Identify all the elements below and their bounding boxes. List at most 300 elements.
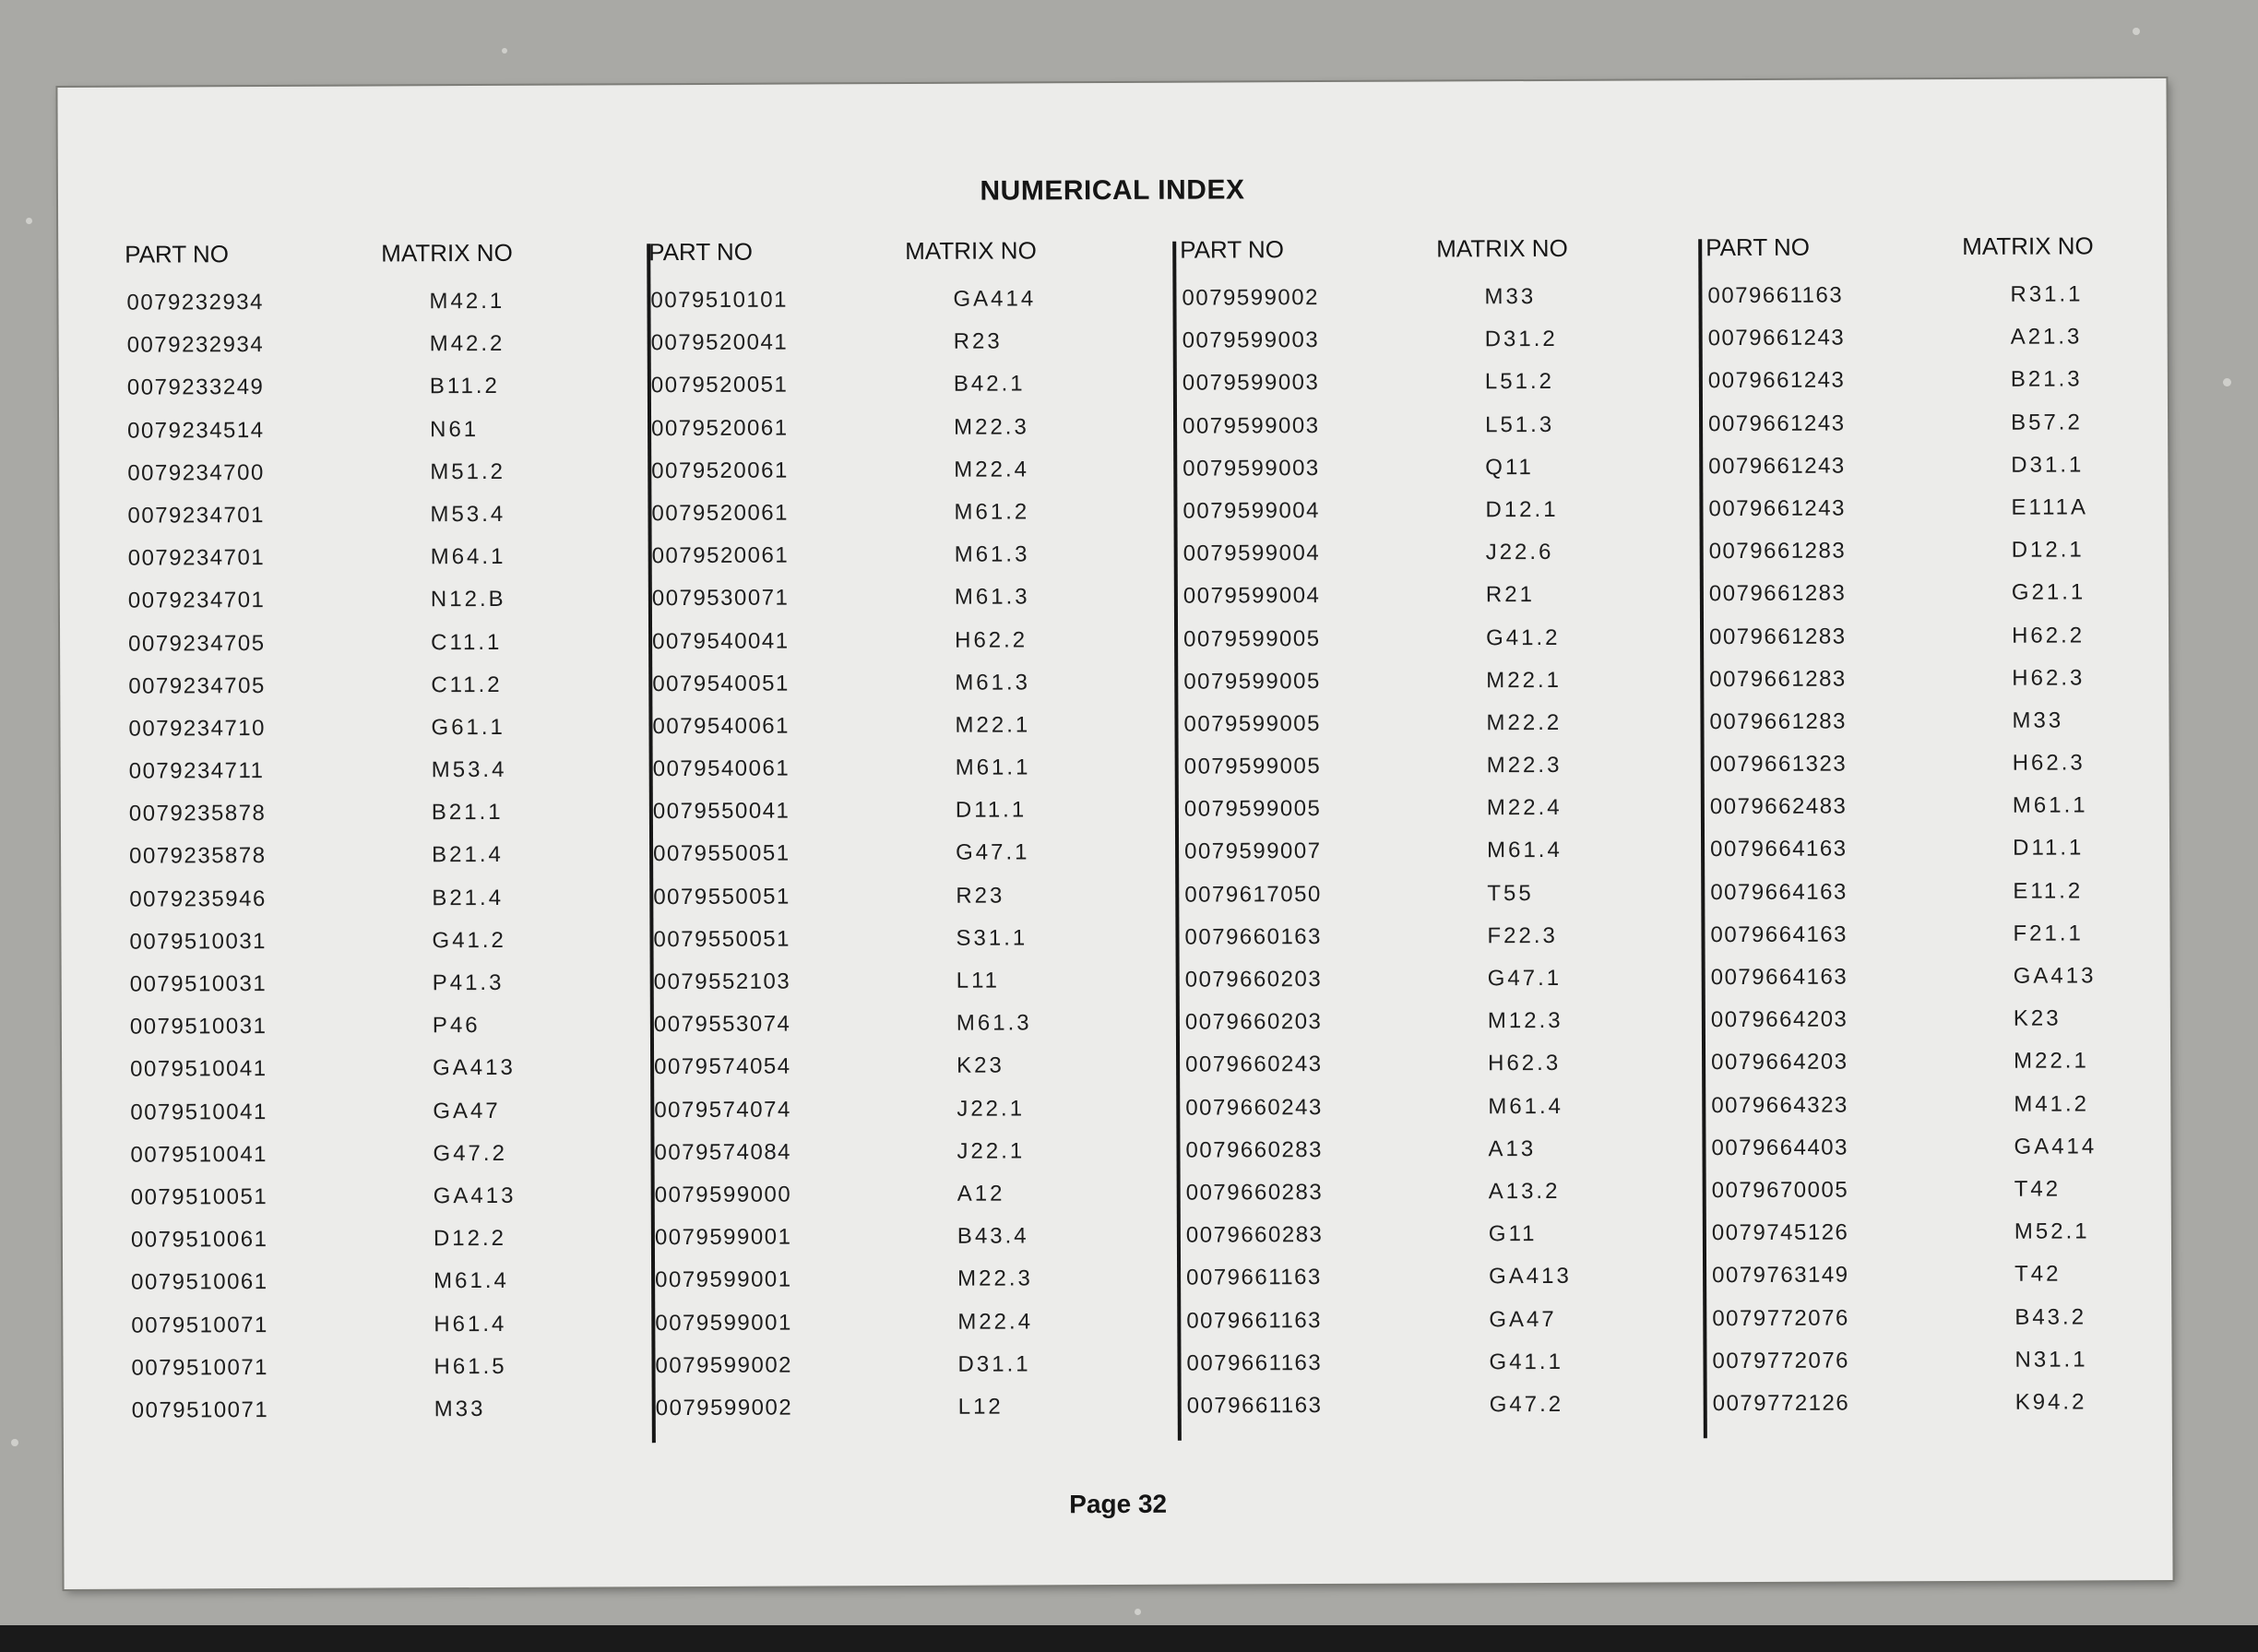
part-number-cell: 0079661163	[1186, 1349, 1323, 1376]
table-row	[126, 707, 615, 751]
matrix-number-cell: B42.1	[953, 371, 1026, 398]
part-number-cell: 0079550041	[652, 798, 790, 825]
matrix-number-cell: M53.4	[431, 756, 507, 783]
table-row	[652, 1131, 1141, 1175]
part-number-cell: 0079661243	[1707, 325, 1846, 351]
scan-bottom-edge	[0, 1625, 2258, 1652]
matrix-number-cell: R23	[953, 328, 1003, 354]
table-row	[1707, 700, 2196, 744]
backdrop-speck	[2133, 28, 2140, 35]
part-number-cell: 0079660163	[1184, 923, 1323, 950]
table-row	[651, 918, 1140, 962]
part-number-cell: 0079550051	[653, 926, 791, 952]
part-number-cell: 0079234711	[128, 758, 265, 784]
table-row	[651, 747, 1140, 791]
table-row	[1709, 956, 2198, 1000]
part-number-cell: 0079510051	[130, 1183, 268, 1210]
part-number-cell: 0079599007	[1184, 838, 1322, 865]
table-row	[653, 1173, 1142, 1218]
matrix-number-cell: G41.1	[1489, 1349, 1563, 1374]
table-row	[1182, 873, 1671, 917]
matrix-number-cell: T42	[2014, 1261, 2062, 1288]
part-number-cell: 0079660203	[1184, 967, 1323, 992]
part-number-cell: 0079599002	[655, 1395, 793, 1421]
table-row	[1182, 660, 1670, 704]
matrix-number-cell: H61.4	[434, 1311, 507, 1337]
part-number-cell: 0079661243	[1708, 453, 1846, 479]
table-row	[1708, 871, 2197, 915]
part-number-cell: 0079235946	[129, 885, 267, 912]
part-number-cell: 0079599003	[1182, 327, 1320, 353]
matrix-number-cell: M42.1	[429, 288, 505, 315]
column-header	[1180, 228, 1669, 267]
matrix-number-cell: M22.3	[954, 413, 1029, 440]
table-row	[1185, 1384, 1674, 1428]
matrix-number-cell: L51.3	[1485, 411, 1555, 437]
part-number-cell: 0079574074	[654, 1097, 791, 1123]
matrix-number-cell: J22.6	[1485, 540, 1554, 565]
matrix-number-cell: R23	[956, 883, 1005, 909]
table-row	[126, 622, 615, 666]
matrix-number-cell: R31.1	[2010, 281, 2084, 307]
table-row	[1183, 1086, 1672, 1130]
table-row	[653, 1344, 1142, 1388]
part-number-cell: 0079599004	[1182, 583, 1321, 609]
matrix-number-cell: A13.2	[1488, 1178, 1561, 1205]
matrix-number-cell: M22.1	[2014, 1048, 2089, 1075]
table-row	[652, 1003, 1141, 1047]
matrix-number-cell: M22.1	[1486, 667, 1563, 693]
matrix-number-cell: B21.3	[2010, 366, 2083, 393]
table-row	[653, 1216, 1142, 1260]
table-row	[1182, 702, 1670, 746]
matrix-number-cell: D11.1	[2013, 835, 2085, 862]
part-number-cell: 0079540051	[652, 671, 790, 696]
matrix-number-cell: D12.1	[2011, 537, 2085, 563]
part-number-cell: 0079599003	[1182, 455, 1320, 481]
table-row	[129, 1346, 618, 1390]
part-number-cell: 0079599002	[1182, 285, 1320, 311]
table-row	[1181, 404, 1670, 448]
table-row	[129, 1218, 618, 1262]
table-row	[650, 705, 1139, 749]
index-column-1	[125, 232, 619, 1452]
index-rows	[1705, 274, 2199, 1426]
matrix-number-cell: C11.1	[431, 629, 503, 655]
part-number-cell: 0079235878	[129, 843, 267, 870]
part-number-cell: 0079510031	[129, 1014, 267, 1040]
part-number-cell: 0079661243	[1707, 367, 1846, 394]
table-row	[128, 1048, 617, 1092]
matrix-number-cell: H62.2	[2012, 622, 2086, 648]
part-number-cell: 0079664323	[1711, 1092, 1848, 1118]
index-columns	[125, 226, 2113, 1452]
matrix-number-cell: GA414	[953, 286, 1037, 312]
table-row	[1705, 274, 2194, 318]
part-number-cell: 0079772076	[1712, 1305, 1849, 1331]
table-row	[650, 619, 1139, 663]
table-row	[125, 409, 614, 453]
part-number-cell: 0079662483	[1709, 793, 1848, 820]
part-number-cell: 0079599001	[654, 1224, 792, 1251]
table-row	[125, 493, 614, 538]
index-column-2	[648, 231, 1143, 1450]
matrix-no-header: MATRIX NO	[1962, 232, 2094, 260]
table-row	[127, 749, 616, 793]
matrix-number-cell: GA413	[1489, 1264, 1572, 1290]
matrix-number-cell: Q11	[1485, 454, 1534, 480]
column-header	[125, 232, 613, 271]
part-number-cell: 0079234705	[128, 630, 266, 657]
part-number-cell: 0079670005	[1711, 1177, 1849, 1204]
matrix-number-cell: G47.2	[1489, 1391, 1564, 1418]
table-row	[649, 363, 1138, 408]
part-number-cell: 0079660283	[1185, 1179, 1324, 1206]
part-number-cell: 0079510071	[131, 1396, 269, 1423]
matrix-number-cell: M42.2	[429, 331, 505, 357]
part-number-cell: 0079599005	[1183, 710, 1322, 737]
part-number-cell: 0079599002	[655, 1352, 793, 1378]
part-number-cell: 0079661163	[1186, 1307, 1323, 1334]
matrix-no-header: MATRIX NO	[905, 236, 1037, 265]
matrix-number-cell: B21.4	[432, 885, 505, 910]
matrix-number-cell: G41.2	[432, 927, 506, 954]
table-row	[650, 534, 1139, 578]
part-no-header: PART NO	[1705, 232, 1810, 262]
part-number-cell: 0079664403	[1711, 1135, 1849, 1160]
column-header	[1705, 226, 2194, 265]
table-row	[125, 366, 614, 410]
matrix-number-cell: M61.3	[955, 670, 1031, 695]
part-number-cell: 0079599000	[654, 1182, 792, 1208]
part-number-cell: 0079661243	[1708, 410, 1846, 436]
table-row	[1183, 1043, 1672, 1087]
matrix-number-cell: F22.3	[1487, 922, 1558, 949]
matrix-number-cell: G21.1	[2011, 579, 2086, 606]
matrix-no-header: MATRIX NO	[1436, 233, 1568, 263]
part-number-cell: 0079664163	[1710, 879, 1848, 905]
table-row	[126, 579, 615, 624]
part-number-cell: 0079599003	[1182, 412, 1320, 439]
table-row	[649, 406, 1138, 450]
part-number-cell: 0079661283	[1708, 580, 1847, 607]
table-row	[1710, 1254, 2199, 1298]
part-number-cell: 0079232934	[126, 290, 265, 315]
part-number-cell: 0079520061	[651, 500, 790, 527]
part-number-cell: 0079664163	[1710, 921, 1848, 947]
matrix-number-cell: GA413	[433, 1183, 517, 1209]
table-row	[653, 1301, 1142, 1345]
matrix-number-cell: P46	[432, 1013, 481, 1039]
part-no-header: PART NO	[1180, 235, 1285, 264]
backdrop-speck	[2223, 378, 2231, 386]
matrix-number-cell: M61.4	[1487, 838, 1563, 863]
part-number-cell: 0079234710	[128, 715, 267, 742]
matrix-number-cell: E11.2	[2013, 878, 2084, 904]
part-number-cell: 0079599001	[655, 1266, 792, 1293]
part-number-cell: 0079617050	[1184, 881, 1322, 908]
matrix-number-cell: H62.3	[2012, 750, 2086, 776]
table-row	[652, 1087, 1141, 1132]
matrix-number-cell: L11	[956, 968, 1001, 993]
backdrop-speck	[502, 48, 507, 53]
matrix-number-cell: M22.4	[954, 457, 1030, 482]
table-row	[651, 875, 1140, 920]
part-number-cell: 0079234701	[127, 502, 266, 529]
matrix-no-header: MATRIX NO	[381, 238, 513, 267]
matrix-number-cell: B21.1	[431, 800, 504, 826]
matrix-number-cell: M22.4	[1486, 795, 1563, 821]
table-row	[1182, 915, 1671, 959]
part-number-cell: 0079510071	[131, 1312, 268, 1338]
table-row	[128, 1090, 617, 1135]
table-row	[649, 492, 1138, 536]
table-row	[129, 1175, 618, 1219]
matrix-number-cell: A21.3	[2010, 324, 2083, 350]
table-row	[1184, 1171, 1673, 1215]
matrix-number-cell: D31.1	[2011, 452, 2085, 478]
table-row	[1181, 489, 1670, 533]
part-number-cell: 0079234701	[127, 545, 266, 571]
table-row	[128, 962, 617, 1006]
index-rows	[1180, 276, 1673, 1428]
matrix-number-cell: GA414	[2014, 1134, 2098, 1159]
table-row	[1183, 1001, 1672, 1045]
table-row	[1184, 1213, 1673, 1257]
matrix-number-cell: D12.1	[1485, 496, 1559, 523]
table-row	[1710, 1296, 2199, 1340]
matrix-number-cell: M61.1	[955, 755, 1031, 780]
matrix-number-cell: J22.1	[957, 1095, 1026, 1122]
matrix-number-cell: G47.1	[1487, 965, 1563, 992]
matrix-number-cell: H62.3	[2012, 665, 2086, 691]
matrix-number-cell: GA413	[433, 1055, 516, 1081]
part-no-header: PART NO	[648, 237, 754, 267]
part-number-cell: 0079235878	[128, 801, 267, 826]
index-column-4	[1705, 226, 2200, 1445]
part-number-cell: 0079234705	[128, 672, 266, 699]
table-row	[125, 324, 614, 368]
part-number-cell: 0079233249	[126, 374, 265, 401]
table-row	[128, 1005, 617, 1050]
table-row	[1708, 785, 2197, 829]
table-row	[127, 835, 616, 879]
part-number-cell: 0079234701	[127, 588, 266, 613]
matrix-number-cell: M22.4	[957, 1308, 1034, 1335]
matrix-number-cell: E111A	[2011, 494, 2089, 520]
matrix-number-cell: S31.1	[956, 925, 1028, 951]
part-number-cell: 0079661163	[1707, 282, 1844, 309]
part-number-cell: 0079510061	[131, 1269, 268, 1295]
table-row	[128, 1133, 617, 1177]
table-row	[1182, 531, 1670, 576]
table-row	[1707, 572, 2196, 616]
part-number-cell: 0079550051	[653, 840, 790, 867]
matrix-number-cell: M41.2	[2014, 1090, 2090, 1117]
matrix-number-cell: GA413	[2013, 963, 2097, 989]
table-row	[1708, 743, 2197, 787]
matrix-number-cell: M61.3	[956, 1010, 1032, 1036]
matrix-number-cell: GA47	[433, 1098, 501, 1123]
table-row	[1710, 1169, 2199, 1213]
part-number-cell: 0079660283	[1185, 1222, 1324, 1248]
matrix-number-cell: G41.2	[1486, 624, 1561, 650]
matrix-number-cell: G47.2	[433, 1140, 507, 1166]
part-number-cell: 0079232934	[126, 332, 265, 358]
part-number-cell: 0079510071	[131, 1354, 269, 1381]
matrix-number-cell: F21.1	[2013, 921, 2084, 946]
table-row	[1706, 359, 2195, 403]
table-row	[1710, 1339, 2199, 1384]
table-row	[127, 792, 616, 837]
part-number-cell: 0079510041	[130, 1056, 267, 1083]
part-number-cell: 0079552103	[653, 969, 791, 995]
table-row	[1184, 1341, 1673, 1385]
table-row	[650, 576, 1139, 621]
matrix-number-cell: P41.3	[432, 969, 505, 996]
part-number-cell: 0079520051	[650, 372, 789, 398]
table-row	[648, 279, 1137, 323]
index-page	[57, 78, 2172, 1589]
part-number-cell: 0079599005	[1183, 754, 1322, 779]
table-row	[1709, 1040, 2198, 1085]
matrix-number-cell: A12	[957, 1181, 1005, 1206]
table-row	[1709, 998, 2198, 1042]
matrix-number-cell: D12.2	[433, 1226, 507, 1252]
table-row	[651, 790, 1140, 834]
matrix-number-cell: L12	[957, 1394, 1004, 1420]
table-row	[130, 1388, 619, 1432]
table-row	[125, 280, 613, 325]
table-row	[1182, 744, 1671, 789]
table-row	[1709, 1083, 2198, 1127]
part-number-cell: 0079599004	[1182, 497, 1321, 524]
part-number-cell: 0079510031	[129, 928, 267, 955]
part-number-cell: 0079660243	[1185, 1094, 1323, 1121]
table-row	[1182, 788, 1671, 832]
matrix-number-cell: M33	[1484, 284, 1537, 310]
part-number-cell: 0079763149	[1712, 1262, 1849, 1289]
table-row	[129, 1303, 618, 1348]
table-row	[649, 449, 1138, 493]
table-row	[1180, 276, 1669, 320]
table-row	[651, 832, 1140, 876]
part-number-cell: 0079520061	[651, 542, 790, 569]
matrix-number-cell: M64.1	[430, 544, 506, 570]
part-number-cell: 0079550051	[653, 884, 790, 909]
table-row	[1182, 617, 1670, 661]
matrix-number-cell: H62.3	[1488, 1051, 1562, 1076]
matrix-number-cell: B21.4	[432, 842, 504, 868]
part-number-cell: 0079520041	[650, 329, 789, 356]
part-number-cell: 0079664203	[1711, 1049, 1848, 1076]
matrix-number-cell: D31.2	[1484, 327, 1558, 352]
matrix-number-cell: M61.4	[1488, 1093, 1564, 1119]
matrix-number-cell: T42	[2014, 1176, 2062, 1202]
matrix-number-cell: K23	[957, 1052, 1004, 1079]
matrix-number-cell: M61.3	[954, 541, 1030, 567]
matrix-number-cell: D11.1	[955, 797, 1028, 824]
table-row	[1706, 401, 2195, 446]
table-row	[1710, 1211, 2199, 1255]
part-number-cell: 0079664163	[1710, 964, 1848, 991]
matrix-number-cell: M33	[434, 1396, 486, 1422]
matrix-number-cell: G61.1	[431, 714, 505, 741]
part-number-cell: 0079520061	[651, 458, 789, 483]
table-row	[1183, 957, 1672, 1002]
table-row	[1181, 319, 1670, 363]
backdrop-speck	[1135, 1609, 1141, 1615]
part-number-cell: 0079745126	[1711, 1219, 1849, 1246]
part-number-cell: 0079660283	[1185, 1136, 1324, 1163]
table-row	[1183, 1128, 1672, 1172]
part-number-cell: 0079510041	[130, 1099, 267, 1125]
table-row	[1182, 575, 1670, 619]
matrix-number-cell: M53.4	[430, 501, 506, 528]
part-number-cell: 0079574084	[654, 1139, 792, 1165]
table-row	[126, 664, 615, 708]
part-number-cell: 0079599004	[1182, 541, 1321, 566]
matrix-number-cell: M51.2	[430, 458, 506, 484]
matrix-number-cell: T55	[1487, 880, 1534, 906]
part-number-cell: 0079510101	[650, 287, 789, 314]
part-number-cell: 0079234700	[127, 459, 265, 486]
part-no-header: PART NO	[125, 240, 230, 268]
part-number-cell: 0079520061	[651, 415, 789, 441]
matrix-number-cell: M61.1	[2012, 792, 2088, 819]
part-number-cell: 0079772126	[1712, 1390, 1850, 1417]
index-rows	[648, 279, 1142, 1431]
table-row	[127, 877, 616, 921]
part-number-cell: 0079599003	[1182, 370, 1320, 397]
part-number-cell: 0079661243	[1708, 495, 1847, 522]
matrix-number-cell: D31.1	[957, 1351, 1031, 1377]
matrix-number-cell: M52.1	[2014, 1218, 2090, 1244]
part-number-cell: 0079599001	[655, 1310, 792, 1336]
part-number-cell: 0079661283	[1709, 624, 1847, 649]
page-title: NUMERICAL INDEX	[980, 174, 1245, 207]
matrix-number-cell: M61.3	[954, 584, 1030, 611]
matrix-number-cell: M22.3	[1486, 752, 1563, 778]
index-column-3	[1180, 228, 1674, 1447]
matrix-number-cell: K94.2	[2014, 1389, 2087, 1415]
table-row	[1181, 446, 1670, 491]
part-number-cell: 0079664163	[1710, 836, 1848, 862]
table-row	[650, 662, 1139, 707]
matrix-number-cell: M33	[2012, 707, 2064, 733]
matrix-number-cell: N61	[430, 416, 480, 442]
table-row	[129, 1261, 618, 1305]
matrix-number-cell: M12.3	[1487, 1008, 1563, 1034]
part-number-cell: 0079661283	[1708, 538, 1847, 565]
table-row	[1184, 1256, 1673, 1301]
table-row	[1706, 487, 2195, 531]
matrix-number-cell: GA47	[1489, 1306, 1557, 1332]
part-number-cell: 0079530071	[651, 585, 790, 612]
table-row	[649, 321, 1138, 365]
part-number-cell: 0079234514	[127, 417, 265, 444]
table-row	[1182, 830, 1671, 874]
part-number-cell: 0079510061	[130, 1227, 268, 1253]
table-row	[1707, 658, 2196, 702]
backdrop-speck	[26, 218, 32, 224]
part-number-cell: 0079540061	[652, 755, 790, 782]
part-number-cell: 0079660243	[1185, 1052, 1323, 1078]
matrix-number-cell: B43.2	[2014, 1303, 2087, 1330]
matrix-number-cell: M22.3	[957, 1266, 1033, 1292]
part-number-cell: 0079574054	[654, 1053, 791, 1080]
part-number-cell: 0079661163	[1186, 1265, 1322, 1290]
